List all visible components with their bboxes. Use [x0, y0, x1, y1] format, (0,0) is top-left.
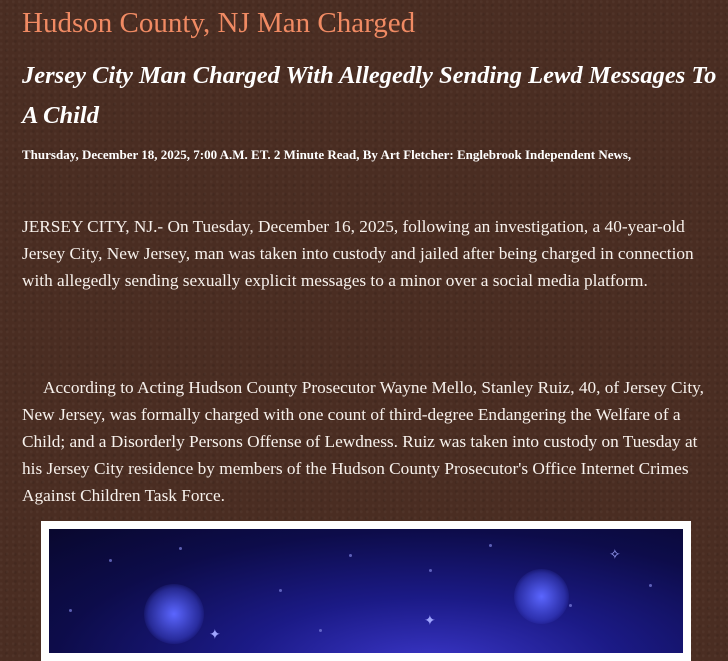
star-dot [569, 604, 572, 607]
sparkle-icon: ✦ [209, 628, 221, 643]
article-paragraph-1: JERSEY CITY, NJ.- On Tuesday, December 16, 2025, following an investigation, a 40-year-old Jersey City, New Jersey, man was taken into custody and jailed after being charged in connection with allegedly sending sexually explicit messages to a minor over a social media platform. [22, 217, 694, 290]
star-dot [179, 547, 182, 550]
article-paragraph-2: According to Acting Hudson County Prosecutor Wayne Mello, Stanley Ruiz, 40, of Jersey City, New Jersey, was formally charged with one count of third-degree Endangering the Welfare of a Child; and a Disorderly Persons Offense of Lewdness. Ruiz was taken into custody on Tuesday at his Jersey City residence by members of the Hudson County Prosecutor's Office Internet Crimes Against Children Task Force. [22, 378, 704, 505]
article-headline: Jersey City Man Charged With Allegedly Sending Lewd Messages To A Child [22, 62, 717, 129]
star-dot [649, 584, 652, 587]
star-dot [279, 589, 282, 592]
star-dot [319, 629, 322, 632]
article-byline: Thursday, December 18, 2025, 7:00 A.M. ET. 2 Minute Read, By Art Fletcher: Englebrook Independent News, [22, 147, 632, 162]
sparkle-icon: ✦ [424, 614, 436, 629]
star-dot [69, 609, 72, 612]
star-dot [109, 559, 112, 562]
glow-blob [144, 584, 204, 644]
star-dot [429, 569, 432, 572]
sparkle-icon: ✧ [609, 548, 621, 563]
article-photo-frame [41, 521, 691, 661]
article-photo [49, 529, 683, 653]
article-kicker: Hudson County, NJ Man Charged [22, 7, 416, 39]
star-dot [349, 554, 352, 557]
glow-blob [514, 569, 569, 624]
star-dot [489, 544, 492, 547]
